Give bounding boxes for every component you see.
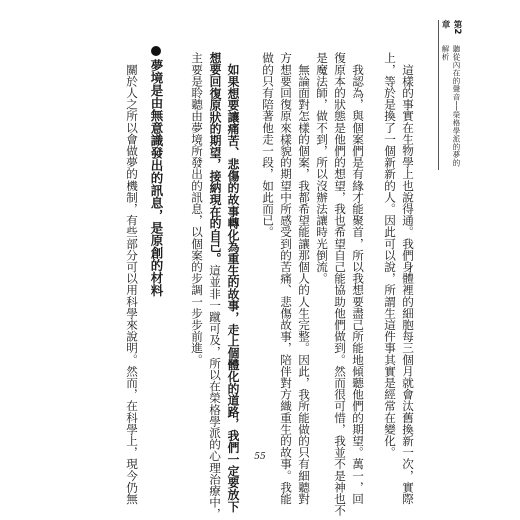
text-column: 做的只有陪著他走一段，如此而已。 [261, 52, 275, 238]
text-column: 我認為，與個案們是有緣才能聚首，所以我想要盡己所能地傾聽他們的期望。萬一，回 [351, 52, 365, 505]
chapter-label: 第2章 [440, 20, 462, 35]
page-number: 55 [254, 452, 266, 462]
mixed-column [207, 52, 223, 520]
text-column: 方想要回復原來樣貌的期望中所感受到的苦痛、悲傷故事，陪伴對方織重生的故事。我能 [279, 52, 293, 505]
text-column: 無論面對怎樣的個案，我都希望能讓那個人的人生完整。因此，我所能做的只有細聽對 [297, 52, 311, 505]
text-column: 是魔法師，做不到，所以沒辦法讓時光倒流。 [315, 52, 329, 284]
emphasis-column: 如果想要讓痛苦、悲傷的故事轉化為重生的故事，走上個體化的道路，我們一定要放下 [226, 52, 240, 513]
section-heading [147, 46, 165, 297]
emphasis-text: 想要回復原狀的期望，接納現在的自己。 [208, 52, 222, 265]
text-column: 主要是聆聽由夢境所發出的訊息，以個案的步調一步步前進。 [190, 52, 204, 366]
bullet-icon [151, 46, 161, 56]
text-column: 復原本的狀態是他們的想望，我也希望自己能協助他們做到。然而很可惜，我並不是神也不 [333, 52, 347, 516]
text-column: 這樣的事實在生物學上也說得通。我們身體裡的細胞每三個月就會汰舊換新一次，實際 [401, 52, 415, 505]
running-head [438, 20, 461, 170]
chapter-title: 聽從內在的聲音──榮格學派的夢的解析 [441, 44, 461, 167]
text-column: 關於人之所以會做夢的機制，有些部分可以用科學來說明。然而，在科學上，現今仍無 [125, 52, 139, 505]
plain-text: 這並非一蹴可及，所以在榮格學派的心理治療中， [208, 264, 222, 520]
text-column: 上，等於是換了一個新新的人。因此可以說，所謂生這件事其實是經常在變化。 [383, 52, 397, 458]
section-heading-text: 夢境是由無意識發出的訊息，是原創的材料 [149, 59, 164, 297]
